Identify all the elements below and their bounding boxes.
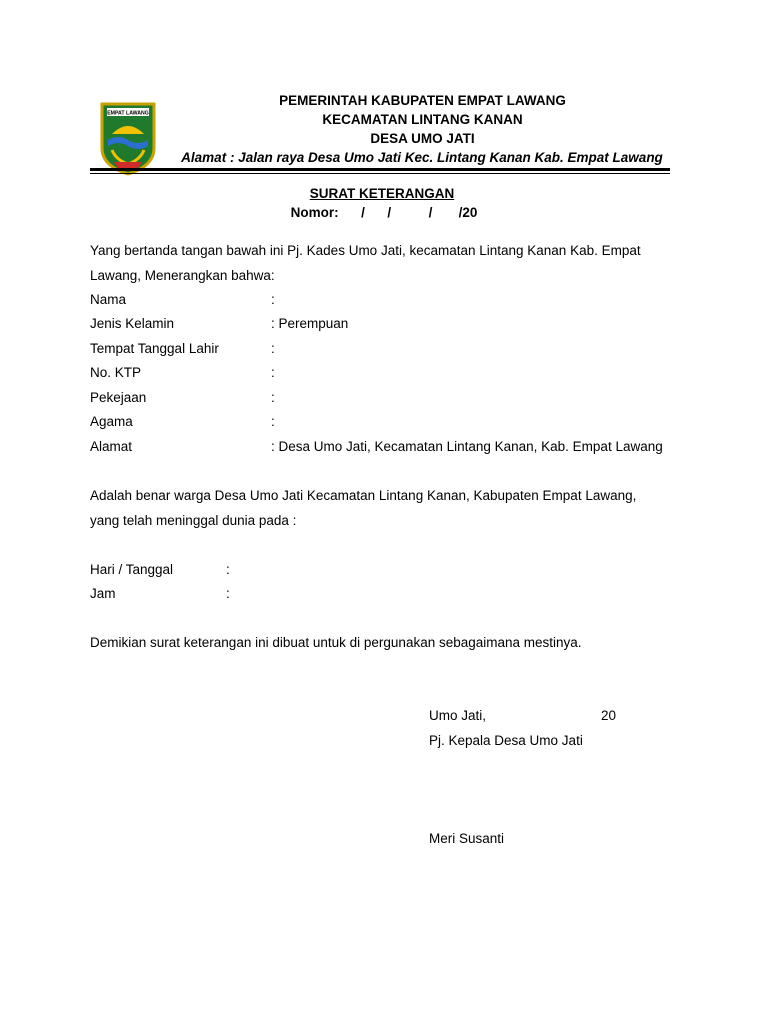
field-label-birth: Tempat Tanggal Lahir	[90, 341, 219, 356]
intro-line-1: Yang bertanda tangan bawah ini Pj. Kades Umo Jati, kecamatan Lintang Kanan Kab. Empat	[90, 243, 641, 258]
field-label-address: Alamat	[90, 439, 133, 454]
field-label-ktp: No. KTP	[90, 365, 142, 380]
letter-title: SURAT KETERANGAN	[309, 186, 455, 201]
intro-line-2: Lawang, Menerangkan bahwa:	[90, 268, 275, 283]
header-government: PEMERINTAH KABUPATEN EMPAT LAWANG	[279, 93, 566, 108]
closing-statement: Demikian surat keterangan ini dibuat untuk di pergunakan sebagaimana mestinya.	[90, 635, 582, 650]
field-label-occupation: Pekejaan	[90, 390, 147, 405]
signature-position: Pj. Kepala Desa Umo Jati	[429, 733, 583, 748]
field-label-religion: Agama	[90, 414, 133, 429]
signature-place-date: Umo Jati,	[429, 708, 487, 723]
header-divider-thick	[90, 168, 670, 171]
field-value-address: : Desa Umo Jati, Kecamatan Lintang Kanan, Kab. Empat Lawang	[271, 439, 663, 454]
field-value-time: :	[226, 586, 230, 601]
field-value-gender: : Perempuan	[271, 316, 349, 331]
signature-year: 20	[601, 708, 617, 723]
header-district: KECAMATAN LINTANG KANAN	[322, 112, 523, 127]
logo-text: EMPAT LAWANG	[107, 110, 149, 117]
field-label-time: Jam	[90, 586, 116, 601]
field-label-name: Nama	[90, 292, 127, 307]
header-village: DESA UMO JATI	[370, 131, 475, 146]
header-divider-thin	[90, 173, 670, 174]
field-value-day-date: :	[226, 562, 230, 577]
field-label-day-date: Hari / Tanggal	[90, 562, 174, 577]
header-address: Alamat : Jalan raya Desa Umo Jati Kec. Lintang Kanan Kab. Empat Lawang	[181, 150, 663, 165]
field-value-religion: :	[271, 414, 275, 429]
letter-number: Nomor: / / / /20	[290, 205, 478, 220]
field-label-gender: Jenis Kelamin	[90, 316, 175, 331]
statement-line-1: Adalah benar warga Desa Umo Jati Kecamatan Lintang Kanan, Kabupaten Empat Lawang,	[90, 488, 637, 503]
regency-logo-icon	[98, 100, 158, 176]
field-value-birth: :	[271, 341, 275, 356]
statement-line-2: yang telah meninggal dunia pada :	[90, 513, 297, 528]
field-value-occupation: :	[271, 390, 275, 405]
field-value-name: :	[271, 292, 275, 307]
field-value-ktp: :	[271, 365, 275, 380]
signature-name: Meri Susanti	[429, 831, 505, 846]
